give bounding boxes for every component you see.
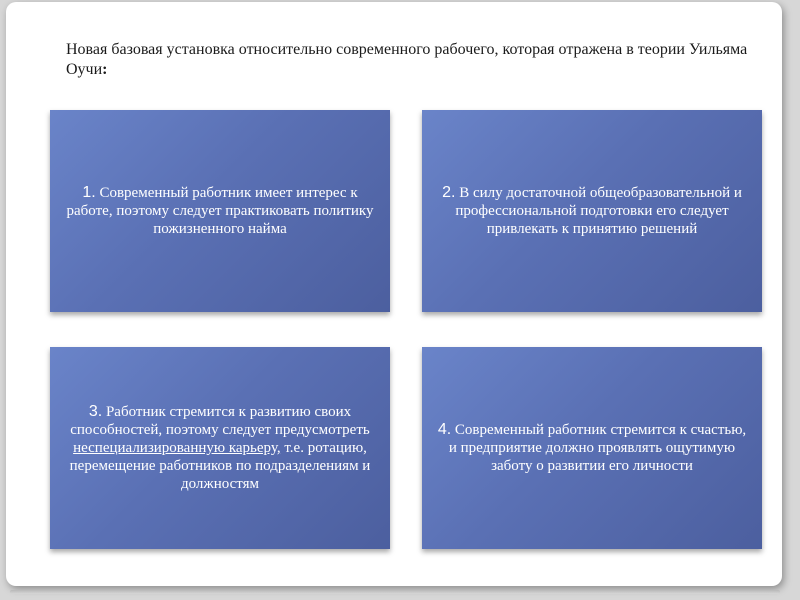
point-body-3-underlined: неспециализированную карьеру, <box>73 440 281 456</box>
slide-title-text: Новая базовая установка относительно современного рабочего, которая отражена в теории Уильяма Оучи <box>66 41 748 78</box>
point-number-3: 3. <box>88 403 103 420</box>
point-box-3 <box>50 347 390 549</box>
point-text-3 <box>62 403 378 493</box>
point-text-4 <box>434 421 750 475</box>
slide-shadow <box>10 590 780 594</box>
point-box-1 <box>50 110 390 312</box>
point-text-2 <box>434 184 750 238</box>
point-body-3-end: т.е. ротацию, перемещение работников по подразделениям и должностям <box>69 440 371 492</box>
point-box-4 <box>422 347 762 549</box>
point-body-4: Современный работник стремится к счастью, и предприятие должно проявлять ощутимую заботу о развитии его личности <box>448 422 747 474</box>
slide-title <box>66 40 766 80</box>
slide-title-colon: : <box>102 61 108 78</box>
point-body-3-start: Работник стремится к развитию своих способностей, поэтому следует предусмотреть <box>70 404 370 438</box>
point-number-2: 2. <box>442 184 456 201</box>
point-text-1 <box>62 184 378 238</box>
point-body-1: Современный работник имеет интерес к работе, поэтому следует практиковать политику пожизненного найма <box>66 185 374 237</box>
point-number-4: 4. <box>437 421 452 438</box>
point-number-1: 1. <box>82 184 96 201</box>
point-box-2 <box>422 110 762 312</box>
point-body-2: В силу достаточной общеобразовательной и профессиональной подготовки его следует привлекать к принятию решений <box>455 185 742 237</box>
